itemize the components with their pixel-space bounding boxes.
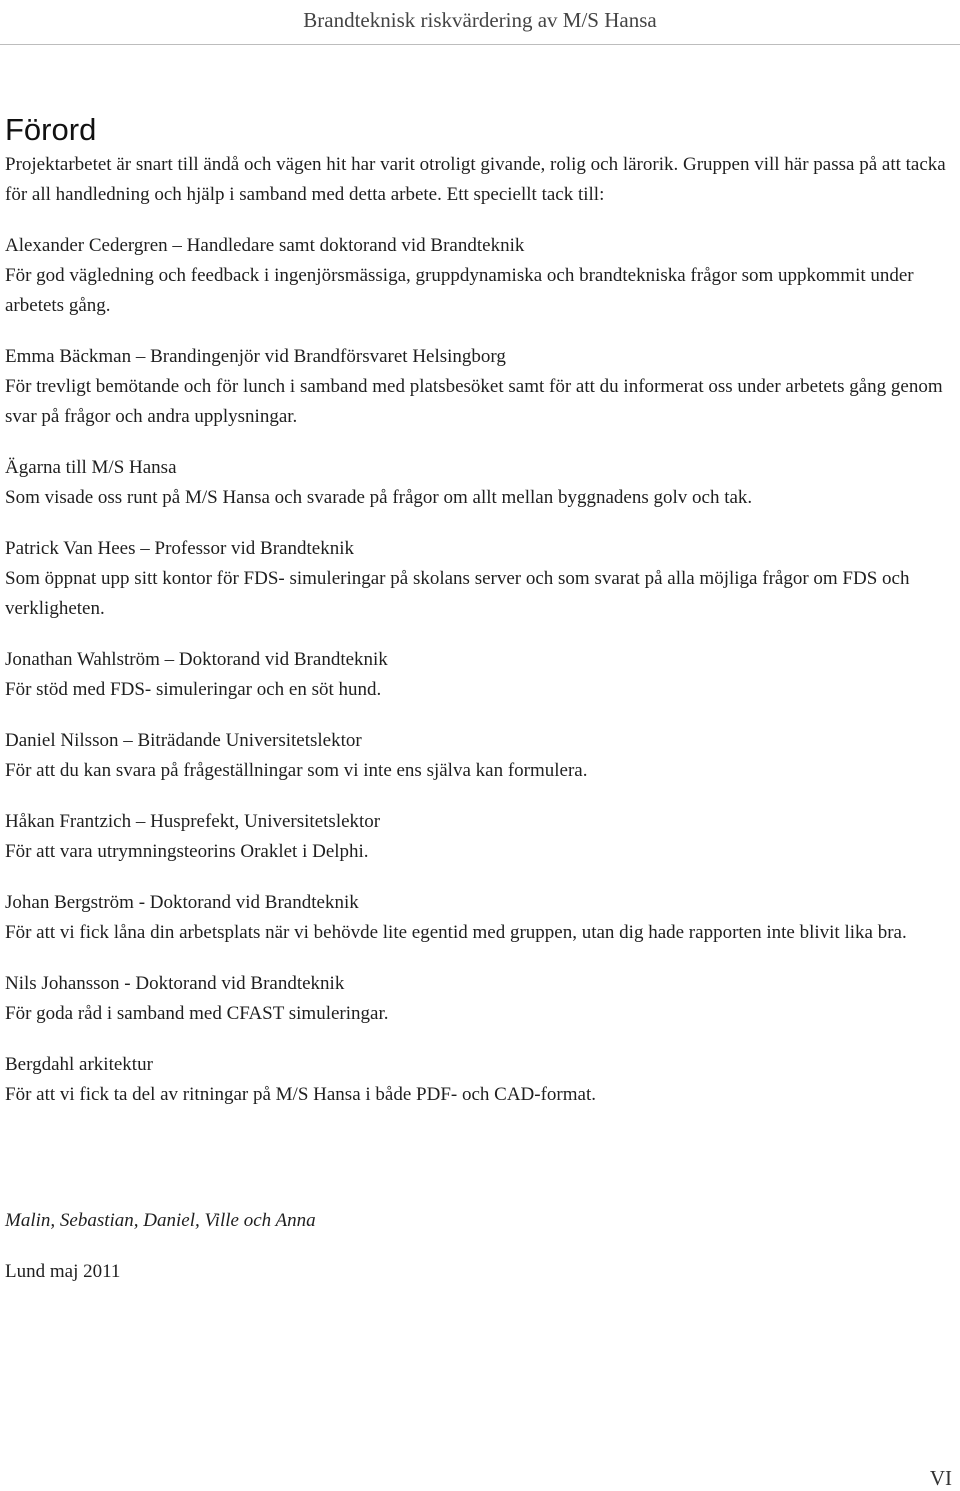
acknowledgement-name: Alexander Cedergren – Handledare samt doktorand vid Brandteknik bbox=[5, 235, 525, 256]
acknowledgement-text: För stöd med FDS- simuleringar och en söt hund. bbox=[5, 679, 382, 700]
acknowledgement-name: Emma Bäckman – Brandingenjör vid Brandförsvaret Helsingborg bbox=[5, 346, 506, 367]
acknowledgement-text: För att vi fick låna din arbetsplats när vi behövde lite egentid med gruppen, utan dig hade rapporten inte blivit lika bra. bbox=[5, 922, 907, 943]
acknowledgement-item bbox=[5, 726, 955, 786]
place-and-date: Lund maj 2011 bbox=[5, 1261, 121, 1282]
acknowledgement-name: Patrick Van Hees – Professor vid Brandteknik bbox=[5, 538, 354, 559]
acknowledgement-text: Som visade oss runt på M/S Hansa och svarade på frågor om allt mellan byggnadens golv och tak. bbox=[5, 487, 753, 508]
acknowledgement-name: Håkan Frantzich – Husprefekt, Universitetslektor bbox=[5, 811, 381, 832]
acknowledgement-item bbox=[5, 969, 955, 1029]
acknowledgement-item bbox=[5, 807, 955, 867]
running-header: Brandteknisk riskvärdering av M/S Hansa bbox=[303, 8, 657, 32]
acknowledgement-name: Ägarna till M/S Hansa bbox=[5, 457, 177, 478]
intro-paragraph: Projektarbetet är snart till ändå och vägen hit har varit otroligt givande, rolig och lärorik. Gruppen vill här passa på att tacka för all handledning och hjälp i samband med detta arbete. Ett speciellt tack till: bbox=[5, 154, 946, 205]
preface-body bbox=[5, 150, 955, 1131]
acknowledgement-item bbox=[5, 453, 955, 513]
acknowledgement-name: Daniel Nilsson – Biträdande Universitetslektor bbox=[5, 730, 362, 751]
acknowledgement-text: Som öppnat upp sitt kontor för FDS- simuleringar på skolans server och som svarat på alla möjliga frågor om FDS och verkligheten. bbox=[5, 568, 910, 619]
acknowledgement-name: Johan Bergström - Doktorand vid Brandteknik bbox=[5, 892, 359, 913]
signature-names: Malin, Sebastian, Daniel, Ville och Anna bbox=[5, 1210, 316, 1231]
acknowledgement-item bbox=[5, 888, 955, 948]
acknowledgement-name: Jonathan Wahlström – Doktorand vid Brandteknik bbox=[5, 649, 388, 670]
acknowledgement-item bbox=[5, 342, 955, 432]
page-title: Förord bbox=[5, 112, 97, 147]
acknowledgement-text: För god vägledning och feedback i ingenjörsmässiga, gruppdynamiska och brandtekniska frågor som uppkommit under arbetets gång. bbox=[5, 265, 914, 316]
acknowledgement-item bbox=[5, 645, 955, 705]
acknowledgement-text: För trevligt bemötande och för lunch i samband med platsbesöket samt för att du informerat oss under arbetets gång genom svar på frågor och andra upplysningar. bbox=[5, 376, 943, 427]
acknowledgement-text: För goda råd i samband med CFAST simuleringar. bbox=[5, 1003, 389, 1024]
acknowledgement-item bbox=[5, 534, 955, 624]
acknowledgement-name: Bergdahl arkitektur bbox=[5, 1054, 153, 1075]
acknowledgement-name: Nils Johansson - Doktorand vid Brandteknik bbox=[5, 973, 345, 994]
acknowledgement-item bbox=[5, 231, 955, 321]
header-divider bbox=[0, 44, 960, 45]
acknowledgement-text: För att vi fick ta del av ritningar på M/S Hansa i både PDF- och CAD-format. bbox=[5, 1084, 596, 1105]
acknowledgement-text: För att vara utrymningsteorins Oraklet i Delphi. bbox=[5, 841, 369, 862]
acknowledgement-item bbox=[5, 1050, 955, 1110]
page-number: VI bbox=[929, 1466, 952, 1490]
acknowledgement-text: För att du kan svara på frågeställningar som vi inte ens själva kan formulera. bbox=[5, 760, 588, 781]
